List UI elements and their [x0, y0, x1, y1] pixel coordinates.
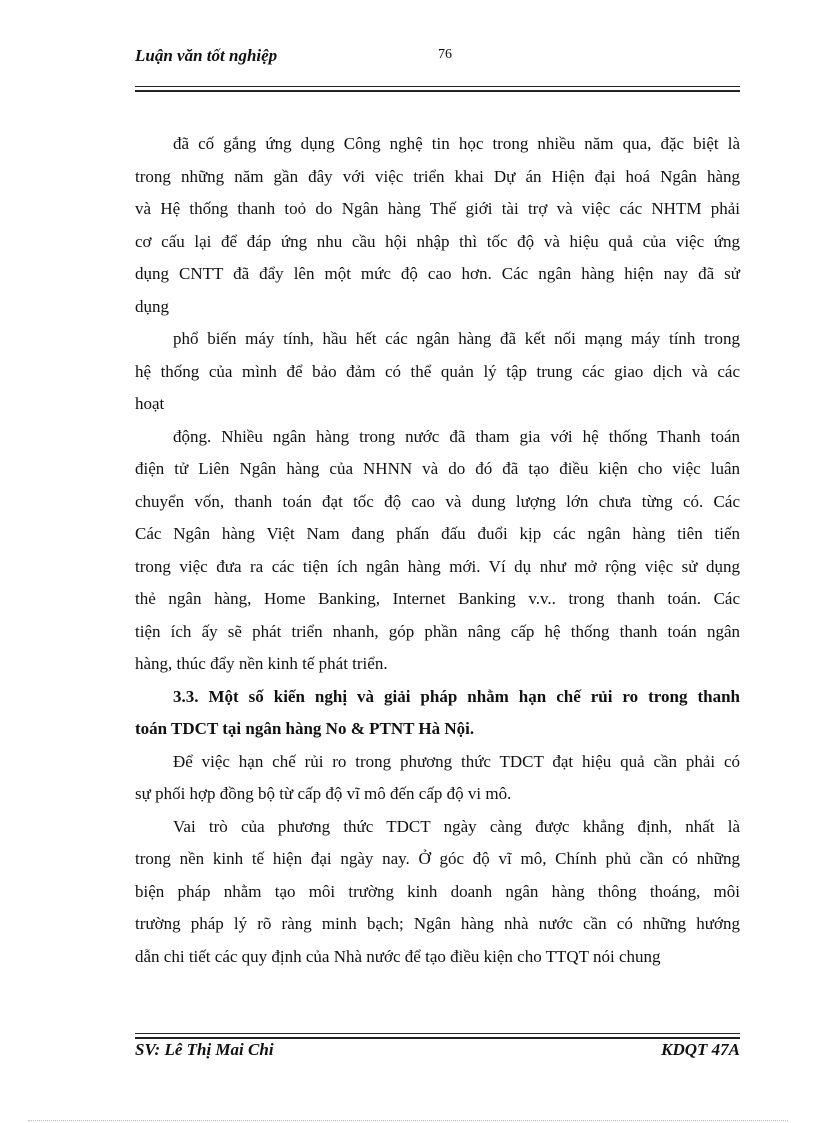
text-line: biện pháp nhằm tạo môi trường kinh doanh ngân hàng thông thoáng, môi: [135, 881, 740, 901]
section-heading: 3.3. Một số kiến nghị và giải pháp nhằm hạn chế rủi ro trong thanh: [173, 686, 740, 706]
text-line: điện tử Liên Ngân hàng của NHNN và do đó đã tạo điều kiện cho việc luân: [135, 459, 740, 478]
text-line: động. Nhiều ngân hàng trong nước đã tham gia với hệ thống Thanh toán: [173, 426, 740, 446]
body-text: [135, 128, 740, 973]
text-line: trong những năm gần đây với việc triển khai Dự án Hiện đại hoá Ngân hàng: [135, 166, 740, 186]
text-line: dẫn chi tiết các quy định của Nhà nước để tạo điều kiện cho TTQT nói chung: [135, 946, 661, 966]
text-line: chuyển vốn, thanh toán đạt tốc độ cao và dung lượng lớn chưa từng có. Các: [135, 491, 740, 511]
text-line: sự phối hợp đồng bộ từ cấp độ vĩ mô đến cấp độ vi mô.: [135, 784, 512, 803]
footer-class-code: KDQT 47A: [661, 1040, 740, 1059]
text-line: trường pháp lý rõ ràng minh bạch; Ngân hàng nhà nước cần có những hướng: [135, 914, 740, 933]
text-line: dụng CNTT đã đẩy lên một mức độ cao hơn. Các ngân hàng hiện nay đã sử: [135, 264, 740, 283]
text-line: tiện ích ấy sẽ phát triển nhanh, góp phần nâng cấp hệ thống thanh toán ngân: [135, 621, 740, 641]
text-line: trong nền kinh tế hiện đại ngày nay. Ở góc độ vĩ mô, Chính phủ cần có những: [135, 849, 740, 868]
text-line: thẻ ngân hàng, Home Banking, Internet Banking v.v.. trong thanh toán. Các: [135, 589, 740, 608]
text-line: hệ thống của mình để bảo đảm có thể quản lý tập trung các giao dịch và các: [135, 361, 740, 381]
text-line: đã cố gắng ứng dụng Công nghệ tin học trong nhiều năm qua, đặc biệt là: [173, 134, 740, 153]
page-number: 76: [438, 47, 452, 62]
header-title: Luận văn tốt nghiệp: [135, 46, 278, 65]
footer-divider: [135, 1033, 740, 1039]
text-line: và Hệ thống thanh toỏ do Ngân hàng Thế giới tài trợ và việc các NHTM phải: [135, 199, 740, 218]
text-line: dụng: [135, 296, 169, 316]
text-line: hàng, thúc đẩy nền kinh tế phát triển.: [135, 654, 388, 673]
header-divider: [135, 86, 740, 92]
footer-author: SV: Lê Thị Mai Chi: [135, 1040, 274, 1059]
section-heading: toán TDCT tại ngân hàng No & PTNT Hà Nội.: [135, 719, 475, 738]
text-line: trong việc đưa ra các tiện ích ngân hàng mới. Ví dụ như mở rộng việc sử dụng: [135, 556, 740, 576]
text-line: phổ biến máy tính, hầu hết các ngân hàng đã kết nối mạng máy tính trong: [173, 329, 740, 348]
text-line: Vai trò của phương thức TDCT ngày càng được khẳng định, nhất là: [173, 816, 740, 836]
text-line: Các Ngân hàng Việt Nam đang phấn đấu đuổi kịp các ngân hàng tiên tiến: [135, 524, 740, 543]
text-line: Để việc hạn chế rủi ro trong phương thức TDCT đạt hiệu quả cần phải có: [173, 751, 740, 771]
page-edge: [28, 1120, 788, 1121]
text-line: hoạt: [135, 394, 165, 413]
text-line: cơ cấu lại để đáp ứng nhu cầu hội nhập thì tốc độ và hiệu quả của việc ứng: [135, 231, 740, 251]
